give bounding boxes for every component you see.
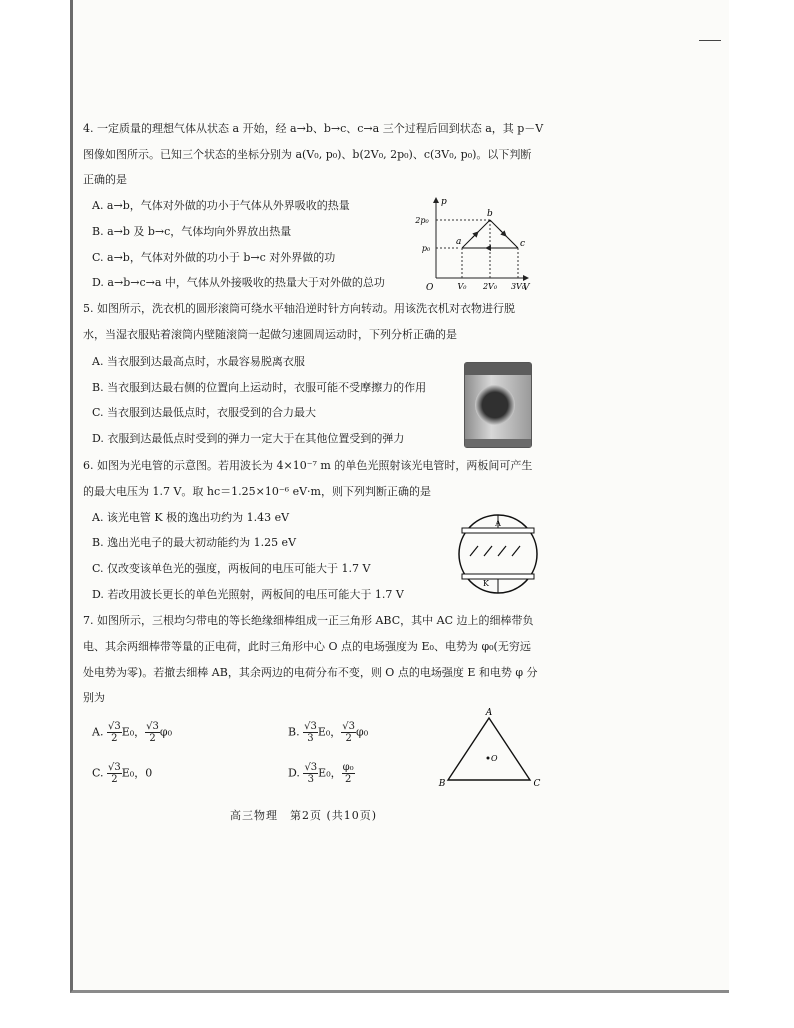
q4-stem-line-3: 正确的是 xyxy=(83,173,127,186)
washing-machine-image xyxy=(464,362,532,448)
vertex-c-label: C xyxy=(533,779,541,789)
page-footer: 高三物理 第2页 (共10页) xyxy=(230,809,378,822)
q7-option-a xyxy=(92,721,172,744)
plate-a-label: A xyxy=(495,519,501,528)
pv-graph xyxy=(398,194,532,292)
point-b-label: b xyxy=(487,209,493,219)
q5-option-b: B. 当衣服到达最右侧的位置向上运动时，衣服可能不受摩擦力的作用 xyxy=(92,381,427,394)
point-c-label: c xyxy=(520,239,526,249)
p-axis-label: p xyxy=(441,197,447,207)
center-o-point xyxy=(487,757,490,760)
washer-base xyxy=(465,439,531,447)
phototube-diagram xyxy=(456,512,540,596)
light-ray-1 xyxy=(470,546,478,556)
q7-option-d xyxy=(288,762,355,785)
q7-option-d-letter: D. xyxy=(288,766,300,780)
q6-stem-line-1: 6. 如图为光电管的示意图。若用波长为 4×10⁻⁷ m 的单色光照射该光电管时，两板间可产生 xyxy=(83,459,533,472)
q4-option-a: A. a→b，气体对外做的功小于气体从外界吸收的热量 xyxy=(92,199,350,212)
vertex-a-label: A xyxy=(485,708,493,718)
q6-option-d: D. 若改用波长更长的单色光照射，两板间的电压可能大于 1.7 V xyxy=(92,588,404,601)
q7-option-d-fraction-2: $\frac{\text{φ₀}}{2}$ xyxy=(342,762,354,785)
q7-option-a-mid: E₀， xyxy=(121,725,146,739)
q7-option-c-fraction-1: $\frac{√3}{2}$ xyxy=(108,762,121,785)
q7-stem-line-2: 电、其余两细棒带等量的正电荷，此时三角形中心 O 点的电场强度为 E₀、电势为 φ₀(无穷远 xyxy=(83,640,531,653)
washer-drum-door xyxy=(475,385,515,425)
washer-control-panel xyxy=(465,363,531,375)
point-a-label: a xyxy=(456,237,462,247)
q7-option-b-fraction-1: $\frac{√3}{3}$ xyxy=(304,721,317,744)
q7-option-d-mid: E₀， xyxy=(318,766,342,780)
q7-option-c-mid: E₀，0 xyxy=(121,766,153,780)
q4-stem-line-1: 4. 一定质量的理想气体从状态 a 开始，经 a→b、b→c、c→a 三个过程后回到状态 a，其 p－V xyxy=(83,122,544,135)
q5-option-c: C. 当衣服到达最低点时，衣服受到的合力最大 xyxy=(92,406,317,419)
q5-stem-line-2: 水，当湿衣服贴着滚筒内壁随滚筒一起做匀速圆周运动时，下列分析正确的是 xyxy=(83,328,457,341)
q7-option-c-letter: C. xyxy=(92,766,104,780)
q6-option-b: B. 逸出光电子的最大初动能约为 1.25 eV xyxy=(92,536,297,549)
q6-stem-line-2: 的最大电压为 1.7 V。取 hc＝1.25×10⁻⁶ eV·m，则下列判断正确的是 xyxy=(83,485,431,498)
q6-option-a: A. 该光电管 K 极的逸出功约为 1.43 eV xyxy=(92,511,290,524)
v-axis-label: V xyxy=(523,283,530,292)
plate-k xyxy=(462,574,534,579)
q7-option-b xyxy=(288,721,368,744)
q7-option-b-letter: B. xyxy=(288,725,300,739)
x-tick-2v0: 2V₀ xyxy=(482,282,498,291)
q7-stem-line-4: 别为 xyxy=(83,691,105,704)
light-ray-2 xyxy=(484,546,492,556)
x-tick-3v0: 3V₀ xyxy=(510,282,526,291)
triangle-abc-diagram xyxy=(434,706,544,792)
triangle-abc xyxy=(448,718,530,780)
light-ray-3 xyxy=(498,546,506,556)
q5-option-a: A. 当衣服到达最高点时，水最容易脱离衣服 xyxy=(92,355,305,368)
q7-option-a-tail: φ₀ xyxy=(159,725,172,739)
q4-stem-line-2: 图像如图所示。已知三个状态的坐标分别为 a(V₀, p₀)、b(2V₀, 2p₀)、c(3V₀, p₀)。以下判断 xyxy=(83,148,532,161)
x-tick-v0: V₀ xyxy=(457,282,467,291)
q4-option-b: B. a→b 及 b→c，气体均向外界放出热量 xyxy=(92,225,292,238)
light-ray-4 xyxy=(512,546,520,556)
q7-option-b-fraction-2: $\frac{√3}{2}$ xyxy=(342,721,356,744)
y-tick-p0: p₀ xyxy=(421,244,431,253)
q7-option-b-tail: φ₀ xyxy=(356,725,369,739)
y-tick-2p0: 2p₀ xyxy=(415,216,429,225)
q7-stem-line-1: 7. 如图所示，三根均匀带电的等长绝缘细棒组成一正三角形 ABC，其中 AC 边上的细棒带负 xyxy=(83,614,534,627)
plate-k-label: K xyxy=(483,579,489,588)
origin-label: O xyxy=(426,283,434,292)
q7-option-a-fraction-1: $\frac{√3}{2}$ xyxy=(107,721,121,744)
q7-option-c xyxy=(92,762,152,785)
plate-a xyxy=(462,528,534,533)
arrow-ab xyxy=(472,232,478,238)
q7-stem-line-3: 处电势为零)。若撤去细棒 AB，其余两边的电荷分布不变，则 O 点的电场强度 E 和电势 φ 分 xyxy=(83,666,538,679)
vertex-b-label: B xyxy=(438,779,446,789)
q6-option-c: C. 仅改变该单色光的强度，两板间的电压可能大于 1.7 V xyxy=(92,562,371,575)
q7-option-a-fraction-2: $\frac{√3}{2}$ xyxy=(146,721,159,744)
q4-option-d: D. a→b→c→a 中，气体从外接吸收的热量大于对外做的总功 xyxy=(92,276,385,289)
q5-stem-line-1: 5. 如图所示，洗衣机的圆形滚筒可绕水平轴沿逆时针方向转动。用该洗衣机对衣物进行脱 xyxy=(83,302,515,315)
q4-option-c: C. a→b，气体对外做的功小于 b→c 对外界做的功 xyxy=(92,251,336,264)
corner-mark xyxy=(699,40,721,41)
q7-option-a-letter: A. xyxy=(92,725,104,739)
q7-option-b-mid: E₀， xyxy=(317,725,342,739)
center-o-label: O xyxy=(491,754,498,763)
q5-option-d: D. 衣服到达最低点时受到的弹力一定大于在其他位置受到的弹力 xyxy=(92,432,405,445)
q7-option-d-fraction-1: $\frac{√3}{3}$ xyxy=(304,762,318,785)
arrow-bc xyxy=(500,230,506,236)
